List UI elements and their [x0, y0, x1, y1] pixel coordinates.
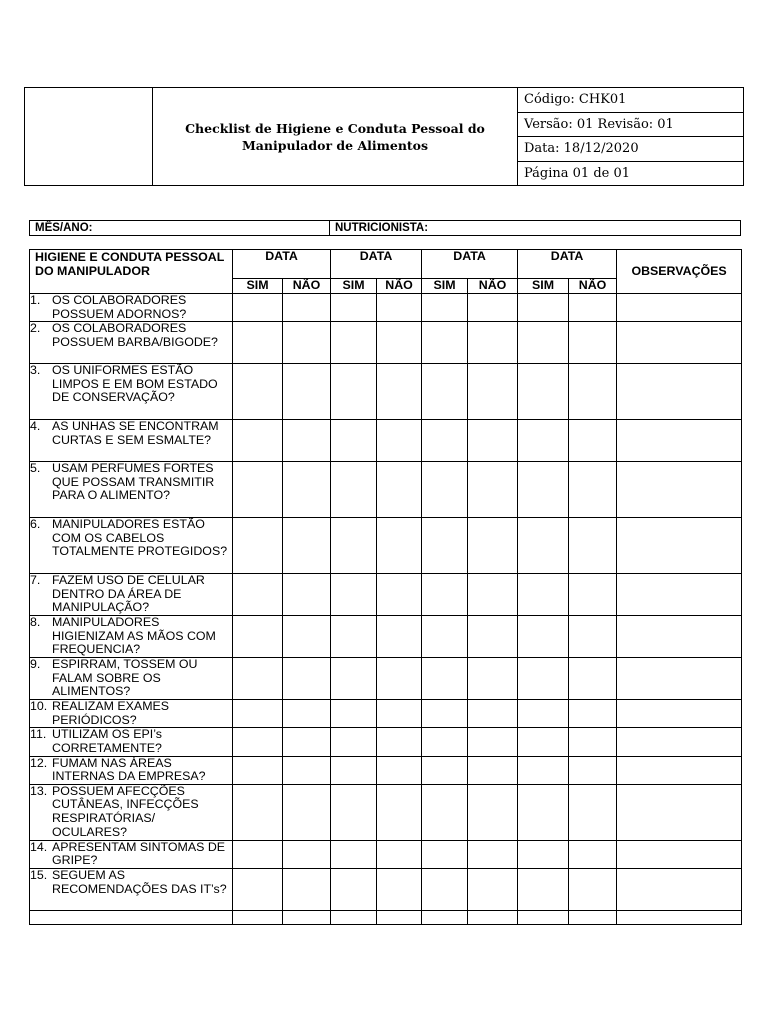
- nao-checkbox-cell[interactable]: [569, 420, 617, 462]
- sim-checkbox-cell[interactable]: [518, 364, 569, 420]
- item-number: 2.: [30, 321, 41, 336]
- item-number: 14.: [30, 839, 48, 854]
- sim-checkbox-cell[interactable]: [331, 658, 377, 700]
- nao-checkbox-cell[interactable]: [468, 700, 518, 728]
- sim-checkbox-cell[interactable]: [331, 700, 377, 728]
- checklist-item: [30, 518, 233, 574]
- sim-checkbox-cell[interactable]: [518, 868, 569, 910]
- date-header: DATA: [233, 250, 331, 279]
- sim-checkbox-cell[interactable]: [233, 840, 283, 868]
- empty-cell[interactable]: [422, 910, 468, 924]
- date-header: DATA: [518, 250, 617, 279]
- date-field: Data: 18/12/2020: [518, 137, 743, 162]
- nao-checkbox-cell[interactable]: [377, 518, 422, 574]
- empty-cell[interactable]: [30, 910, 233, 924]
- sim-checkbox-cell[interactable]: [518, 756, 569, 784]
- sim-checkbox-cell[interactable]: [331, 420, 377, 462]
- nao-checkbox-cell[interactable]: [377, 364, 422, 420]
- table-row: [30, 616, 742, 658]
- sim-checkbox-cell[interactable]: [422, 784, 468, 840]
- observation-cell[interactable]: [617, 728, 742, 756]
- sim-checkbox-cell[interactable]: [518, 294, 569, 322]
- info-strip: [29, 220, 741, 236]
- table-row: [30, 756, 742, 784]
- item-text: FAZEM USO DE CELULAR DENTRO DA ÁREA DE MANIPULAÇÃO?: [52, 573, 205, 615]
- sim-checkbox-cell[interactable]: [422, 294, 468, 322]
- checklist-item: [30, 364, 233, 420]
- nao-checkbox-cell[interactable]: [569, 322, 617, 364]
- item-number: 7.: [30, 573, 41, 588]
- item-text: SEGUEM AS RECOMENDAÇÕES DAS IT’s?: [52, 867, 227, 896]
- sim-checkbox-cell[interactable]: [518, 700, 569, 728]
- sim-checkbox-cell[interactable]: [233, 728, 283, 756]
- nao-checkbox-cell[interactable]: [377, 294, 422, 322]
- observation-cell[interactable]: [617, 322, 742, 364]
- nao-checkbox-cell[interactable]: [283, 462, 331, 518]
- nao-checkbox-cell[interactable]: [377, 616, 422, 658]
- nao-checkbox-cell[interactable]: [377, 868, 422, 910]
- item-text: MANIPULADORES ESTÃO COM OS CABELOS TOTALMENTE PROTEGIDOS?: [52, 517, 228, 559]
- sim-checkbox-cell[interactable]: [518, 574, 569, 616]
- empty-cell[interactable]: [283, 910, 331, 924]
- nao-checkbox-cell[interactable]: [283, 420, 331, 462]
- sim-checkbox-cell[interactable]: [233, 364, 283, 420]
- sim-checkbox-cell[interactable]: [233, 756, 283, 784]
- sim-header: SIM: [233, 279, 283, 294]
- nao-checkbox-cell[interactable]: [468, 364, 518, 420]
- nao-checkbox-cell[interactable]: [468, 868, 518, 910]
- item-text: APRESENTAM SINTOMAS DE GRIPE?: [52, 839, 226, 868]
- sim-checkbox-cell[interactable]: [233, 462, 283, 518]
- sim-checkbox-cell[interactable]: [518, 462, 569, 518]
- observation-cell[interactable]: [617, 840, 742, 868]
- nao-checkbox-cell[interactable]: [569, 518, 617, 574]
- item-text: OS UNIFORMES ESTÃO LIMPOS E EM BOM ESTADO DE CONSERVAÇÃO?: [52, 363, 218, 405]
- nao-checkbox-cell[interactable]: [569, 658, 617, 700]
- table-row-empty: [30, 910, 742, 924]
- document-meta: [518, 88, 743, 185]
- item-text: MANIPULADORES HIGIENIZAM AS MÃOS COM FREQUENCIA?: [52, 615, 216, 657]
- observation-cell[interactable]: [617, 364, 742, 420]
- checklist-item: [30, 616, 233, 658]
- table-row: [30, 322, 742, 364]
- nao-checkbox-cell[interactable]: [468, 616, 518, 658]
- item-text: OS COLABORADORES POSSUEM BARBA/BIGODE?: [52, 321, 218, 349]
- nao-checkbox-cell[interactable]: [283, 294, 331, 322]
- sim-checkbox-cell[interactable]: [331, 574, 377, 616]
- date-header: DATA: [331, 250, 422, 279]
- sim-checkbox-cell[interactable]: [518, 420, 569, 462]
- item-number: 1.: [30, 293, 41, 307]
- nao-checkbox-cell[interactable]: [569, 574, 617, 616]
- checklist-item: [30, 700, 233, 728]
- sim-checkbox-cell[interactable]: [331, 756, 377, 784]
- nao-checkbox-cell[interactable]: [468, 728, 518, 756]
- nao-checkbox-cell[interactable]: [283, 322, 331, 364]
- sim-checkbox-cell[interactable]: [331, 840, 377, 868]
- document-header: [24, 87, 744, 186]
- sim-checkbox-cell[interactable]: [331, 364, 377, 420]
- nao-checkbox-cell[interactable]: [468, 658, 518, 700]
- nao-checkbox-cell[interactable]: [377, 756, 422, 784]
- checklist-item: [30, 868, 233, 910]
- sim-checkbox-cell[interactable]: [422, 518, 468, 574]
- empty-cell[interactable]: [617, 910, 742, 924]
- empty-cell[interactable]: [569, 910, 617, 924]
- nao-checkbox-cell[interactable]: [569, 700, 617, 728]
- checklist-item: [30, 756, 233, 784]
- observation-cell[interactable]: [617, 518, 742, 574]
- sim-checkbox-cell[interactable]: [422, 756, 468, 784]
- sim-checkbox-cell[interactable]: [518, 840, 569, 868]
- sim-checkbox-cell[interactable]: [422, 868, 468, 910]
- table-row: [30, 840, 742, 868]
- item-number: 11.: [30, 727, 47, 742]
- item-text: USAM PERFUMES FORTES QUE POSSAM TRANSMITIR PARA O ALIMENTO?: [52, 461, 215, 503]
- nao-checkbox-cell[interactable]: [468, 518, 518, 574]
- nao-header: NÃO: [377, 279, 422, 294]
- sim-checkbox-cell[interactable]: [422, 462, 468, 518]
- nao-checkbox-cell[interactable]: [468, 462, 518, 518]
- page-field: Página 01 de 01: [524, 165, 631, 181]
- observation-cell[interactable]: [617, 616, 742, 658]
- nao-checkbox-cell[interactable]: [468, 574, 518, 616]
- nao-checkbox-cell[interactable]: [283, 658, 331, 700]
- nao-checkbox-cell[interactable]: [569, 756, 617, 784]
- month-year-field[interactable]: MÊS/ANO:: [30, 221, 330, 235]
- sim-checkbox-cell[interactable]: [331, 868, 377, 910]
- table-row: [30, 462, 742, 518]
- item-number: 8.: [30, 615, 41, 630]
- checklist-table: [29, 249, 742, 925]
- observations-header: OBSERVAÇÕES: [617, 250, 742, 294]
- sim-checkbox-cell[interactable]: [518, 616, 569, 658]
- nao-header: NÃO: [569, 279, 617, 294]
- nao-checkbox-cell[interactable]: [569, 784, 617, 840]
- sim-checkbox-cell[interactable]: [422, 574, 468, 616]
- nao-checkbox-cell[interactable]: [569, 462, 617, 518]
- sim-checkbox-cell[interactable]: [233, 784, 283, 840]
- item-number: 9.: [30, 657, 41, 672]
- item-text: AS UNHAS SE ENCONTRAM CURTAS E SEM ESMALTE?: [52, 419, 219, 447]
- logo-placeholder: [25, 88, 153, 185]
- table-row: [30, 700, 742, 728]
- observation-cell[interactable]: [617, 658, 742, 700]
- sim-checkbox-cell[interactable]: [233, 574, 283, 616]
- checklist-item: [30, 294, 233, 322]
- empty-cell[interactable]: [233, 910, 283, 924]
- item-column-header: HIGIENE E CONDUTA PESSOAL DO MANIPULADOR: [30, 250, 233, 294]
- sim-checkbox-cell[interactable]: [233, 658, 283, 700]
- table-row: [30, 294, 742, 322]
- nutritionist-field[interactable]: NUTRICIONISTA:: [335, 222, 429, 234]
- nao-checkbox-cell[interactable]: [377, 658, 422, 700]
- sim-checkbox-cell[interactable]: [422, 700, 468, 728]
- nao-checkbox-cell[interactable]: [468, 756, 518, 784]
- nao-checkbox-cell[interactable]: [569, 294, 617, 322]
- observation-cell[interactable]: [617, 420, 742, 462]
- empty-cell[interactable]: [377, 910, 422, 924]
- observation-cell[interactable]: [617, 784, 742, 840]
- table-row: [30, 784, 742, 840]
- empty-cell[interactable]: [468, 910, 518, 924]
- nao-checkbox-cell[interactable]: [283, 616, 331, 658]
- table-row: [30, 364, 742, 420]
- observation-cell[interactable]: [617, 574, 742, 616]
- observation-cell[interactable]: [617, 462, 742, 518]
- item-number: 6.: [30, 517, 41, 532]
- table-row: [30, 658, 742, 700]
- item-text: POSSUEM AFECÇÕES CUTÂNEAS, INFECÇÕES RESPIRATÓRIAS/ OCULARES?: [52, 783, 199, 839]
- sim-header: SIM: [422, 279, 468, 294]
- nao-checkbox-cell[interactable]: [468, 840, 518, 868]
- observation-cell[interactable]: [617, 756, 742, 784]
- nao-header: NÃO: [468, 279, 518, 294]
- sim-checkbox-cell[interactable]: [422, 322, 468, 364]
- nao-checkbox-cell[interactable]: [468, 294, 518, 322]
- item-text: REALIZAM EXAMES PERIÓDICOS?: [52, 699, 170, 727]
- table-row: [30, 420, 742, 462]
- table-header-row: [30, 250, 742, 279]
- nao-checkbox-cell[interactable]: [468, 420, 518, 462]
- sim-checkbox-cell[interactable]: [233, 322, 283, 364]
- nao-checkbox-cell[interactable]: [283, 364, 331, 420]
- sim-header: SIM: [331, 279, 377, 294]
- sim-checkbox-cell[interactable]: [518, 658, 569, 700]
- sim-checkbox-cell[interactable]: [518, 322, 569, 364]
- sim-checkbox-cell[interactable]: [422, 658, 468, 700]
- observation-cell[interactable]: [617, 868, 742, 910]
- item-number: 15.: [30, 867, 48, 882]
- empty-cell[interactable]: [518, 910, 569, 924]
- sim-checkbox-cell[interactable]: [422, 364, 468, 420]
- item-text: OS COLABORADORES POSSUEM ADORNOS?: [52, 293, 187, 321]
- nao-checkbox-cell[interactable]: [283, 700, 331, 728]
- sim-checkbox-cell[interactable]: [233, 868, 283, 910]
- sim-checkbox-cell[interactable]: [422, 728, 468, 756]
- nao-checkbox-cell[interactable]: [377, 784, 422, 840]
- sim-checkbox-cell[interactable]: [518, 518, 569, 574]
- empty-cell[interactable]: [331, 910, 377, 924]
- nao-checkbox-cell[interactable]: [569, 728, 617, 756]
- table-row: [30, 868, 742, 910]
- nao-checkbox-cell[interactable]: [283, 756, 331, 784]
- sim-checkbox-cell[interactable]: [233, 518, 283, 574]
- checklist-item: [30, 728, 233, 756]
- sim-checkbox-cell[interactable]: [233, 294, 283, 322]
- table-row: [30, 728, 742, 756]
- nao-checkbox-cell[interactable]: [283, 518, 331, 574]
- sim-checkbox-cell[interactable]: [331, 462, 377, 518]
- nao-header: NÃO: [283, 279, 331, 294]
- checklist-item: [30, 784, 233, 840]
- nao-checkbox-cell[interactable]: [377, 462, 422, 518]
- observation-cell[interactable]: [617, 294, 742, 322]
- nao-checkbox-cell[interactable]: [569, 840, 617, 868]
- nao-checkbox-cell[interactable]: [377, 574, 422, 616]
- item-text: ESPIRRAM, TOSSEM OU FALAM SOBRE OS ALIMENTOS?: [52, 657, 198, 699]
- sim-header: SIM: [518, 279, 569, 294]
- item-number: 10.: [30, 699, 48, 714]
- nao-checkbox-cell[interactable]: [283, 840, 331, 868]
- sim-checkbox-cell[interactable]: [233, 420, 283, 462]
- nao-checkbox-cell[interactable]: [283, 574, 331, 616]
- nao-checkbox-cell[interactable]: [283, 784, 331, 840]
- nao-checkbox-cell[interactable]: [468, 322, 518, 364]
- date-header: DATA: [422, 250, 518, 279]
- nao-checkbox-cell[interactable]: [377, 322, 422, 364]
- checklist-item: [30, 420, 233, 462]
- checklist-item: [30, 840, 233, 868]
- table-row: [30, 518, 742, 574]
- nao-checkbox-cell[interactable]: [569, 364, 617, 420]
- sim-checkbox-cell[interactable]: [331, 518, 377, 574]
- item-number: 5.: [30, 461, 41, 476]
- sim-checkbox-cell[interactable]: [233, 616, 283, 658]
- sim-checkbox-cell[interactable]: [233, 700, 283, 728]
- sim-checkbox-cell[interactable]: [518, 728, 569, 756]
- nao-checkbox-cell[interactable]: [569, 616, 617, 658]
- nao-checkbox-cell[interactable]: [377, 700, 422, 728]
- item-text: UTILIZAM OS EPI’s CORRETAMENTE?: [52, 727, 162, 755]
- code-field: Código: CHK01: [518, 88, 743, 113]
- checklist-item: [30, 462, 233, 518]
- sim-checkbox-cell[interactable]: [331, 322, 377, 364]
- nao-checkbox-cell[interactable]: [283, 868, 331, 910]
- nao-checkbox-cell[interactable]: [377, 420, 422, 462]
- sim-checkbox-cell[interactable]: [422, 420, 468, 462]
- item-number: 13.: [30, 783, 48, 798]
- checklist-item: [30, 658, 233, 700]
- table-row: [30, 574, 742, 616]
- sim-checkbox-cell[interactable]: [331, 294, 377, 322]
- sim-checkbox-cell[interactable]: [331, 784, 377, 840]
- sim-checkbox-cell[interactable]: [422, 840, 468, 868]
- sim-checkbox-cell[interactable]: [518, 784, 569, 840]
- checklist-item: [30, 574, 233, 616]
- item-text: FUMAM NAS ÁREAS INTERNAS DA EMPRESA?: [52, 755, 206, 784]
- item-number: 12.: [30, 755, 48, 770]
- sim-checkbox-cell[interactable]: [422, 616, 468, 658]
- nao-checkbox-cell[interactable]: [377, 840, 422, 868]
- sim-checkbox-cell[interactable]: [331, 728, 377, 756]
- item-number: 4.: [30, 419, 41, 434]
- observation-cell[interactable]: [617, 700, 742, 728]
- nao-checkbox-cell[interactable]: [283, 728, 331, 756]
- nao-checkbox-cell[interactable]: [468, 784, 518, 840]
- item-number: 3.: [30, 363, 41, 378]
- version-field: Versão: 01 Revisão: 01: [518, 113, 743, 138]
- checklist-item: [30, 322, 233, 364]
- nao-checkbox-cell[interactable]: [569, 868, 617, 910]
- document-title: Checklist de Higiene e Conduta Pessoal do Manipulador de Alimentos: [153, 88, 518, 185]
- nao-checkbox-cell[interactable]: [377, 728, 422, 756]
- sim-checkbox-cell[interactable]: [331, 616, 377, 658]
